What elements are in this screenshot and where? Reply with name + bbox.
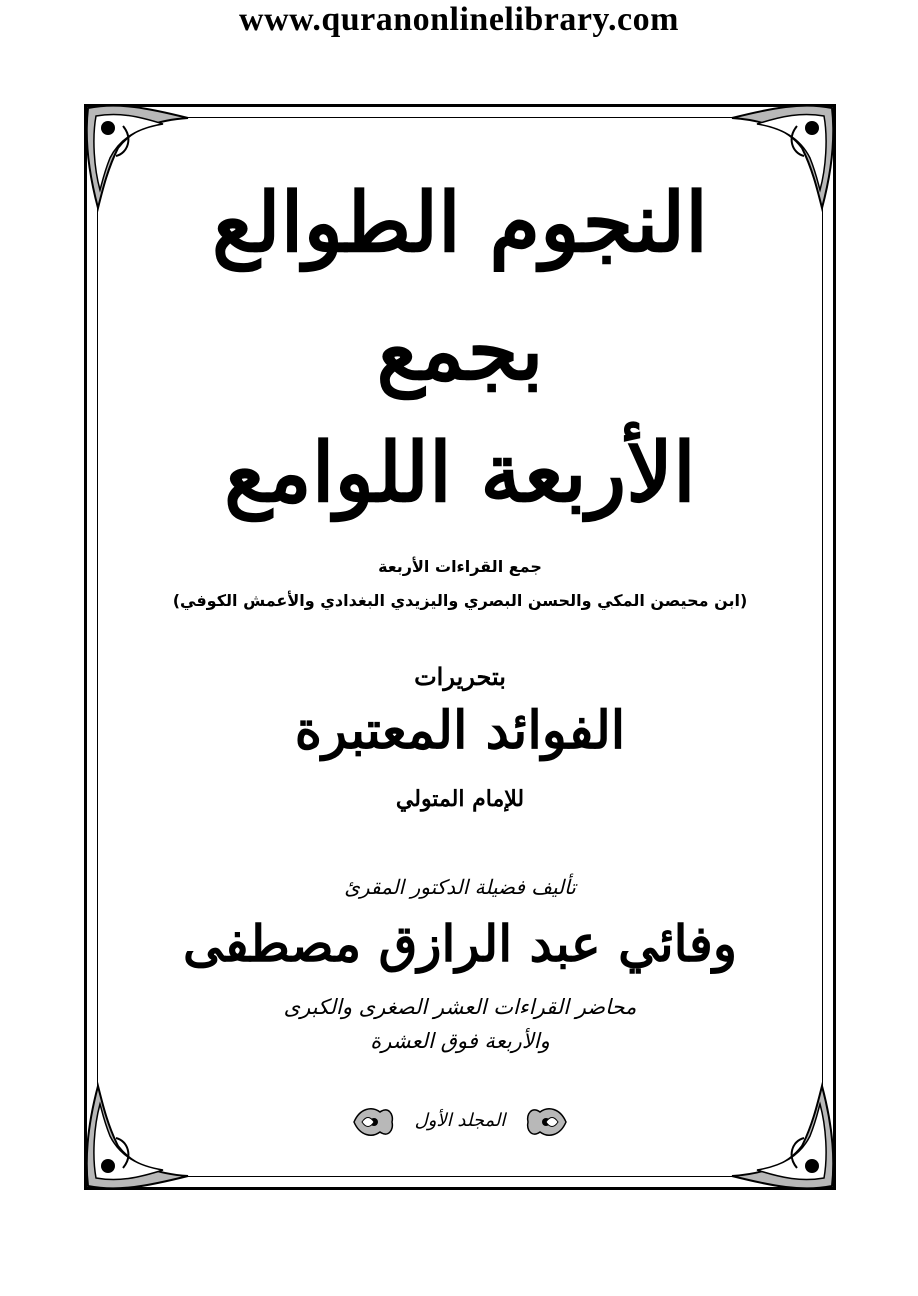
book-title-line-2: بجمع <box>376 303 544 399</box>
subtitle: جمع القراءات الأربعة <box>378 557 542 576</box>
corner-ornament-icon <box>78 1076 198 1196</box>
corner-ornament-icon <box>722 1076 842 1196</box>
author-description-1: محاضر القراءات العشر الصغرى والكبرى <box>283 995 637 1019</box>
source-book-author: للإمام المتولي <box>395 786 525 812</box>
book-title-line-3: الأربعة اللوامع <box>224 425 696 521</box>
volume-label: المجلد الأول <box>414 1110 506 1131</box>
readers-list: (ابن محيصن المكي والحسن البصري واليزيدي البغدادي والأعمش الكوفي) <box>172 591 748 610</box>
volume-ornament-icon <box>524 1104 570 1140</box>
source-book-title: الفوائد المعتبرة <box>294 700 626 761</box>
author-name: وفائي عبد الرازق مصطفى <box>183 914 737 973</box>
author-description-2: والأربعة فوق العشرة <box>370 1029 550 1053</box>
site-url[interactable]: www.quranonlinelibrary.com <box>239 1 679 38</box>
volume-ornament-icon <box>350 1104 396 1140</box>
with-label: بتحريرات <box>414 662 506 691</box>
volume-label-group <box>350 1098 570 1146</box>
book-title-line-1: النجوم الطوالع <box>212 175 708 271</box>
author-prefix: تأليف فضيلة الدكتور المقرئ <box>344 875 576 899</box>
